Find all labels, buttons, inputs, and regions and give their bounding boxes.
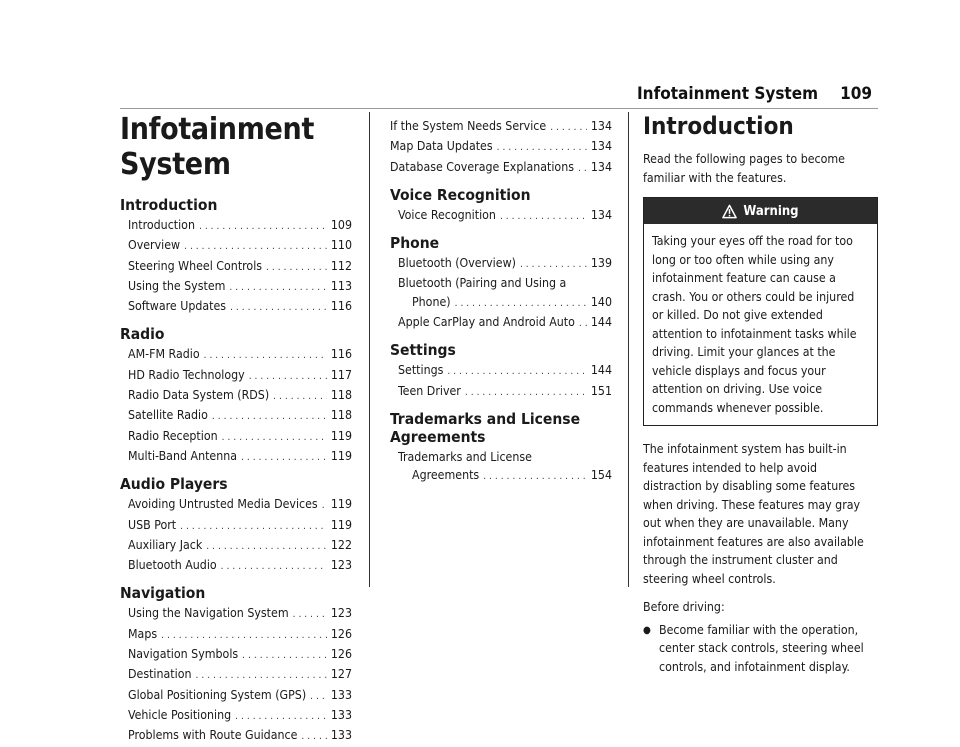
toc-entry-line[interactable]: Trademarks and License [398, 449, 532, 464]
intro-column [643, 112, 878, 676]
toc-heading: Navigation [120, 584, 206, 603]
toc-voice-entries [390, 206, 612, 226]
toc-entry[interactable]: Vehicle Positioning ..... 133 [120, 706, 352, 726]
warning-bar [644, 198, 877, 224]
toc-entry[interactable]: Destination ..... 127 [120, 665, 352, 685]
toc-entry[interactable]: Global Positioning System (GPS) ..... 133 [120, 686, 352, 706]
toc-column-2 [390, 117, 612, 487]
toc-entry[interactable]: Multi-Band Antenna ..... 119 [120, 447, 352, 467]
warning-text: Taking your eyes off the road for too long or too often while using any infotainment feature can cause a crash. You or others could be injured or killed. Do not give extended attention to infotainment tasks while driving. Limit your glances at the vehicle displays and focus your attention on driving. Use voice commands whenever possible. [652, 234, 857, 415]
toc-entry[interactable]: Radio Reception ..... 119 [120, 427, 352, 447]
running-header-title: Infotainment System [637, 84, 819, 104]
before-driving-label: Before driving: [643, 600, 725, 614]
toc-entry[interactable]: Database Coverage Explanations ..... 134 [390, 158, 612, 178]
toc-entry[interactable]: USB Port ..... 119 [120, 516, 352, 536]
page-number: 109 [840, 84, 872, 104]
toc-entry[interactable]: Voice Recognition ..... 134 [390, 206, 612, 226]
intro-paragraph: The infotainment system has built-in features intended to help avoid distraction by disabling some features when driving. These features may gray out when they are unavailable. Many infotainment features are also available through the instrument cluster and steering wheel controls. [643, 442, 864, 586]
toc-entry-line[interactable]: Bluetooth (Pairing and Using a [398, 276, 567, 291]
toc-entry[interactable]: Problems with Route Guidance ..... 133 [120, 726, 352, 746]
intro-title: Introduction [643, 112, 794, 140]
toc-entry[interactable]: Using the Navigation System ..... 123 [120, 604, 352, 624]
toc-entry[interactable]: Using the System ..... 113 [120, 277, 352, 297]
bullet-item [643, 621, 878, 677]
column-divider-2 [628, 112, 629, 587]
toc-sections [120, 196, 352, 747]
toc-entry[interactable]: Avoiding Untrusted Media Devices ..... 119 [120, 495, 352, 515]
column-divider-1 [369, 112, 370, 587]
toc-entry[interactable]: Phone) ..... 140 [390, 293, 612, 313]
toc-entry[interactable]: Radio Data System (RDS) ..... 118 [120, 386, 352, 406]
toc-entry[interactable]: Settings ..... 144 [390, 361, 612, 381]
toc-heading: Introduction [120, 196, 218, 214]
toc-entry[interactable]: Overview ..... 110 [120, 236, 352, 256]
toc-entry[interactable]: Teen Driver ..... 151 [390, 382, 612, 402]
warning-box [643, 197, 878, 426]
intro-lead: Read the following pages to become familiar with the features. [643, 152, 845, 185]
bullet-icon: ● [643, 624, 651, 636]
toc-entry[interactable]: Map Data Updates ..... 134 [390, 137, 612, 157]
toc-entry[interactable]: Navigation Symbols ..... 126 [120, 645, 352, 665]
toc-entry[interactable]: AM-FM Radio ..... 116 [120, 345, 352, 365]
toc-entry[interactable]: If the System Needs Service ..... 134 [390, 117, 612, 137]
toc-entry[interactable]: HD Radio Technology ..... 117 [120, 366, 352, 386]
toc-entry[interactable]: Bluetooth Audio ..... 123 [120, 556, 352, 576]
bullet-text: Become familiar with the operation, center stack controls, steering wheel controls, and infotainment display. [659, 622, 864, 674]
toc-entry[interactable]: Satellite Radio ..... 118 [120, 406, 352, 426]
warning-triangle-icon [722, 204, 737, 219]
toc-entry[interactable]: Introduction ..... 109 [120, 216, 352, 236]
toc-entry[interactable]: Software Updates ..... 116 [120, 297, 352, 317]
toc-heading-trademarks: Trademarks and License Agreements [390, 409, 581, 446]
warning-label: Warning [743, 203, 799, 219]
toc-heading: Audio Players [120, 475, 228, 494]
toc-heading: Radio [120, 325, 165, 344]
toc-heading-settings: Settings [390, 341, 456, 360]
toc-entry[interactable]: Bluetooth (Overview) ..... 139 [390, 254, 612, 274]
chapter-title: Infotainment System [120, 112, 315, 182]
toc-entry[interactable]: Steering Wheel Controls ..... 112 [120, 257, 352, 277]
toc-settings-entries [390, 361, 612, 402]
toc-entry[interactable]: Maps ..... 126 [120, 625, 352, 645]
toc-entry[interactable]: Agreements ..... 154 [390, 466, 612, 486]
header-rule [120, 108, 878, 109]
toc-entry[interactable]: Auxiliary Jack ..... 122 [120, 536, 352, 556]
toc-heading-voice: Voice Recognition [390, 185, 531, 204]
running-header [637, 84, 872, 104]
toc-navigation-continued [390, 117, 612, 178]
toc-column-1 [120, 112, 352, 747]
toc-entry[interactable]: Apple CarPlay and Android Auto ..... 144 [390, 313, 612, 333]
toc-heading-phone: Phone [390, 234, 440, 253]
